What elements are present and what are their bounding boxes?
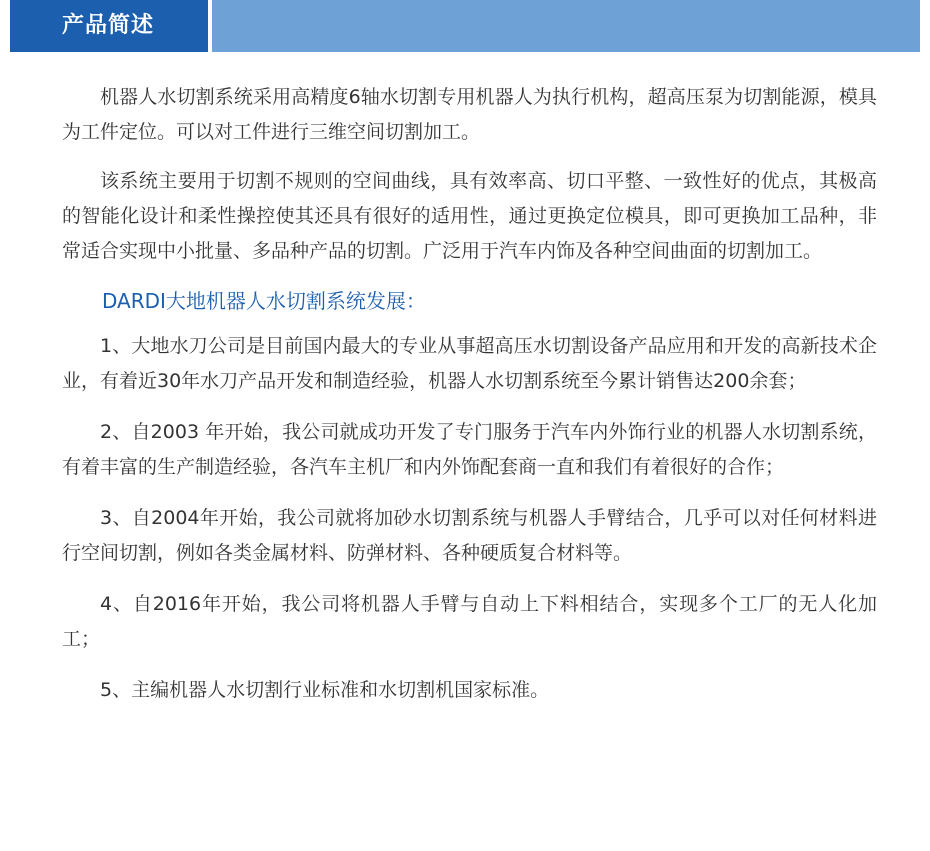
- development-item-4: 4、自2016年开始，我公司将机器人手臂与自动上下料相结合，实现多个工厂的无人化加工；: [62, 593, 877, 650]
- header-fill-bar: [212, 0, 920, 52]
- development-item-2: 2、自2003 年开始，我公司就成功开发了专门服务于汽车内外饰行业的机器人水切割系统，有着丰富的生产制造经验，各汽车主机厂和内外饰配套商一直和我们有着很好的合作；: [62, 421, 877, 478]
- article-body: [62, 80, 877, 724]
- development-item-3: 3、自2004年开始，我公司就将加砂水切割系统与机器人手臂结合，几乎可以对任何材料进行空间切割，例如各类金属材料、防弹材料、各种硬质复合材料等。: [62, 507, 877, 564]
- intro-paragraph-1: 机器人水切割系统采用高精度6轴水切割专用机器人为执行机构，超高压泵为切割能源，模具为工件定位。可以对工件进行三维空间切割加工。: [62, 86, 877, 143]
- intro-paragraph-2: 该系统主要用于切割不规则的空间曲线，具有效率高、切口平整、一致性好的优点，其极高的智能化设计和柔性操控使其还具有很好的适用性，通过更换定位模具，即可更换加工品种，非常适合实现中小批量、多品种产品的切割。广泛用于汽车内饰及各种空间曲面的切割加工。: [62, 170, 877, 262]
- development-item-5: 5、主编机器人水切割行业标准和水切割机国家标准。: [100, 679, 550, 701]
- development-item-1: 1、大地水刀公司是目前国内最大的专业从事超高压水切割设备产品应用和开发的高新技术企业，有着近30年水刀产品开发和制造经验，机器人水切割系统至今累计销售达200余套；: [62, 335, 877, 392]
- section-title-box: [10, 0, 208, 52]
- section-header: [10, 0, 920, 52]
- section-title: 产品简述: [62, 13, 155, 38]
- development-heading: DARDI大地机器人水切割系统发展：: [102, 289, 426, 313]
